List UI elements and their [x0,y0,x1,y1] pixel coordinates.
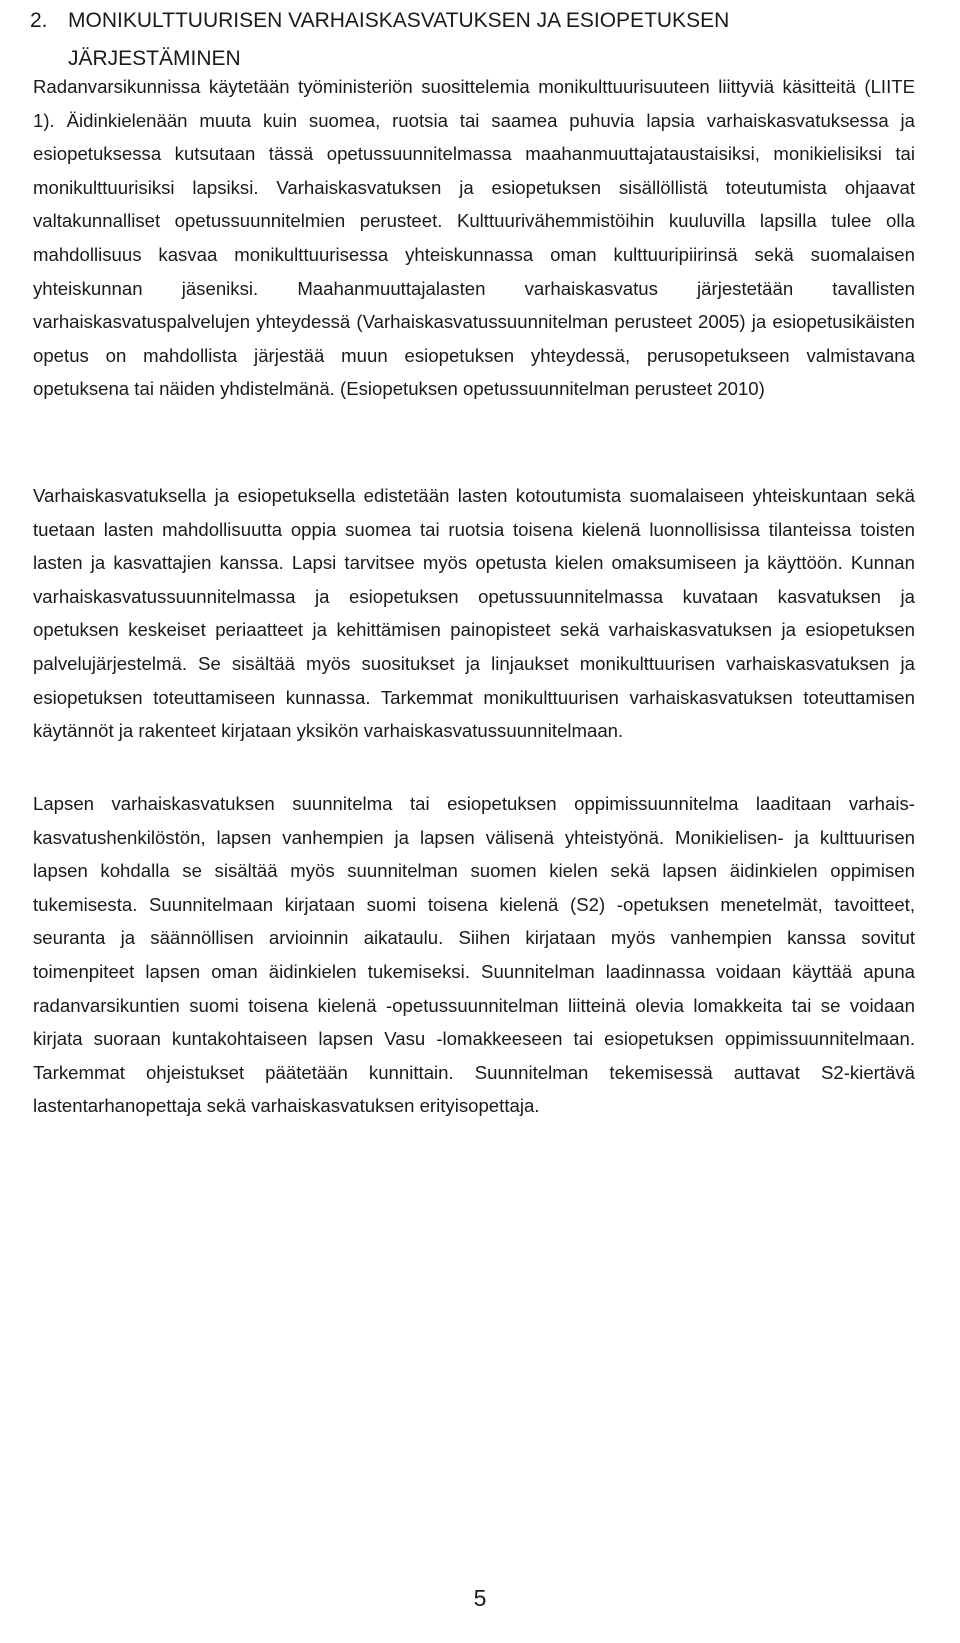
section-title-line-1: MONIKULTTUURISEN VARHAISKASVATUKSEN JA ESIOPETUKSEN [68,9,730,32]
paragraph: Lapsen varhaiskasvatuksen suunnitelma tai esiopetuksen oppimissuunnitelma laaditaan varhaiskasvatushenkilöstön, lapsen vanhempien ja lapsen välisenä yhteistyönä. Monikielisen- ja kulttuurisen lapsen kohdalla se sisältää myös suunnitelman suomen kielen sekä lapsen äidinkielen oppimisen tukemisesta. Suunnitelmaan kirjataan suomi toisena kielenä (S2) -opetuksen menetelmät, tavoitteet, seuranta ja säännöllisen arvioinnin aikataulu. Siihen kirjataan myös vanhempien kanssa sovitut toimenpiteet lapsen oman äidinkielen tukemiseksi. Suunnitelman laadinnassa voidaan käyttää apuna radanvarsikuntien suomi toisena kielenä -opetussuunnitelman liitteinä olevia lomakkeita tai se voidaan kirjata suoraan kuntakohtaiseen lapsen Vasu -lomakkeeseen tai esiopetuksen oppimissuunnitelmaan. Tarkemmat ohjeistukset päätetään kunnittain. Suunnitelman tekemisessä auttavat S2-kiertävä lastentarhanopettaja sekä varhaiskasvatuksen erityisopettaja. [33,793,915,1117]
paragraph: Radanvarsikunnissa käytetään työministeriön suosittelemia monikulttuurisuuteen liittyviä käsitteitä (LIITE 1). Äidinkielenään muuta kuin suomea, ruotsia tai saamea puhuvia lapsia varhaiskasvatuksessa ja esiopetuksessa kutsutaan tässä opetussuunnitelmassa maahanmuuttajataustaisiksi, monikielisiksi tai monikulttuurisiksi lapsiksi. Varhaiskasvatuksen ja esiopetuksen sisällöllistä toteutumista ohjaavat valtakunnalliset opetussuunnitelmien perusteet. Kulttuurivähemmistöihin kuuluvilla lapsilla tulee olla mahdollisuus kasvaa monikulttuurisessa yhteiskunnassa oman kulttuuripiirinsä sekä suomalaisen yhteiskunnan jäseniksi. Maahanmuuttajalasten varhaiskasvatus järjestetään tavallisten varhaiskasvatuspalvelujen yhteydessä (Varhaiskasvatussuunnitelman perusteet 2005) ja esiopetusikäisten opetus on mahdollista järjestää muun esiopetuksen yhteydessä, perusopetukseen valmistavana opetuksena tai näiden yhdistelmänä. (Esiopetuksen opetussuunnitelman perusteet 2010) [33,76,915,400]
section-heading [30,2,920,78]
section-number: 2. [30,9,48,32]
section-title-line-2: JÄRJESTÄMINEN [68,47,241,70]
page-number: 5 [473,1585,487,1611]
paragraph: Varhaiskasvatuksella ja esiopetuksella edistetään lasten kotoutumista suomalaiseen yhteiskuntaan sekä tuetaan lasten mahdollisuutta oppia suomea tai ruotsia toisena kielenä luonnollisissa tilanteissa toisten lasten ja kasvattajien kanssa. Lapsi tarvitsee myös opetusta kielen omaksumiseen ja käyttöön. Kunnan varhaiskasvatussuunnitelmassa ja esiopetuksen opetussuunnitelmassa kuvataan kasvatuksen ja opetuksen keskeiset periaatteet ja kehittämisen painopisteet sekä varhaiskasvatuksen ja esiopetuksen palvelujärjestelmä. Se sisältää myös suositukset ja linjaukset monikulttuurisen varhaiskasvatuksen ja esiopetuksen toteuttamiseen kunnassa. Tarkemmat monikulttuurisen varhaiskasvatuksen toteuttamisen käytännöt ja rakenteet kirjataan yksikön varhaiskasvatussuunnitelmaan. [33,485,915,742]
